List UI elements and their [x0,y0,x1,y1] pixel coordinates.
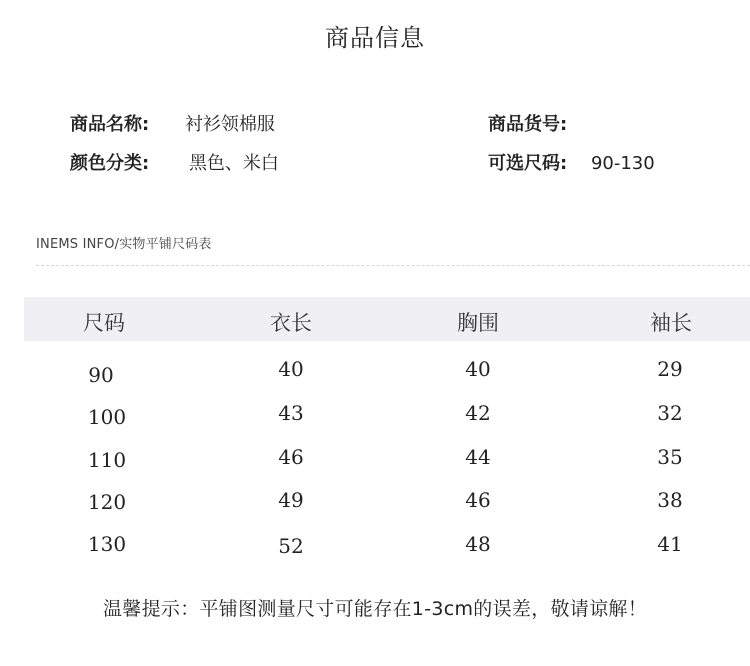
table-cell: 46 [278,445,304,469]
product-name-row [70,110,275,136]
color-label: 颜色分类: [70,153,150,174]
size-range-row [488,149,655,175]
table-cell: 38 [657,488,683,512]
table-cell: 120 [87,490,127,514]
table-cell: 42 [465,401,491,425]
table-cell: 41 [657,532,683,556]
table-cell: 32 [657,401,683,425]
table-cell: 110 [87,448,127,472]
table-header [24,297,750,341]
size-range-value: 90-130 [590,153,655,174]
color-value: 黑色、米白 [188,153,279,174]
size-range-label: 可选尺码: [488,153,568,174]
divider [36,265,750,266]
page-title: 商品信息 [325,24,425,52]
table-cell: 48 [465,532,491,556]
header-chest: 胸围 [457,311,499,335]
table-cell: 100 [87,405,127,429]
table-cell: 46 [465,488,491,512]
table-cell: 130 [87,532,127,556]
table-cell: 29 [657,357,683,381]
table-cell: 44 [465,445,491,469]
table-cell: 52 [278,534,304,558]
product-sku-row [488,110,573,136]
section-caption: INEMS INFO/实物平铺尺码表 [36,237,212,252]
table-cell: 49 [278,488,304,512]
header-size: 尺码 [83,311,125,335]
color-row [70,149,279,175]
table-cell: 40 [278,357,304,381]
header-sleeve: 袖长 [650,311,692,335]
product-name-label: 商品名称: [70,114,150,135]
table-cell: 43 [278,401,304,425]
measurement-note: 温馨提示：平铺图测量尺寸可能存在1-3cm的误差，敬请谅解！ [103,598,647,620]
header-length: 衣长 [270,311,312,335]
product-sku-label: 商品货号: [488,114,568,135]
product-name-value: 衬衫领棉服 [184,114,275,135]
table-cell: 90 [88,363,114,387]
table-cell: 40 [465,357,491,381]
table-cell: 35 [657,445,683,469]
